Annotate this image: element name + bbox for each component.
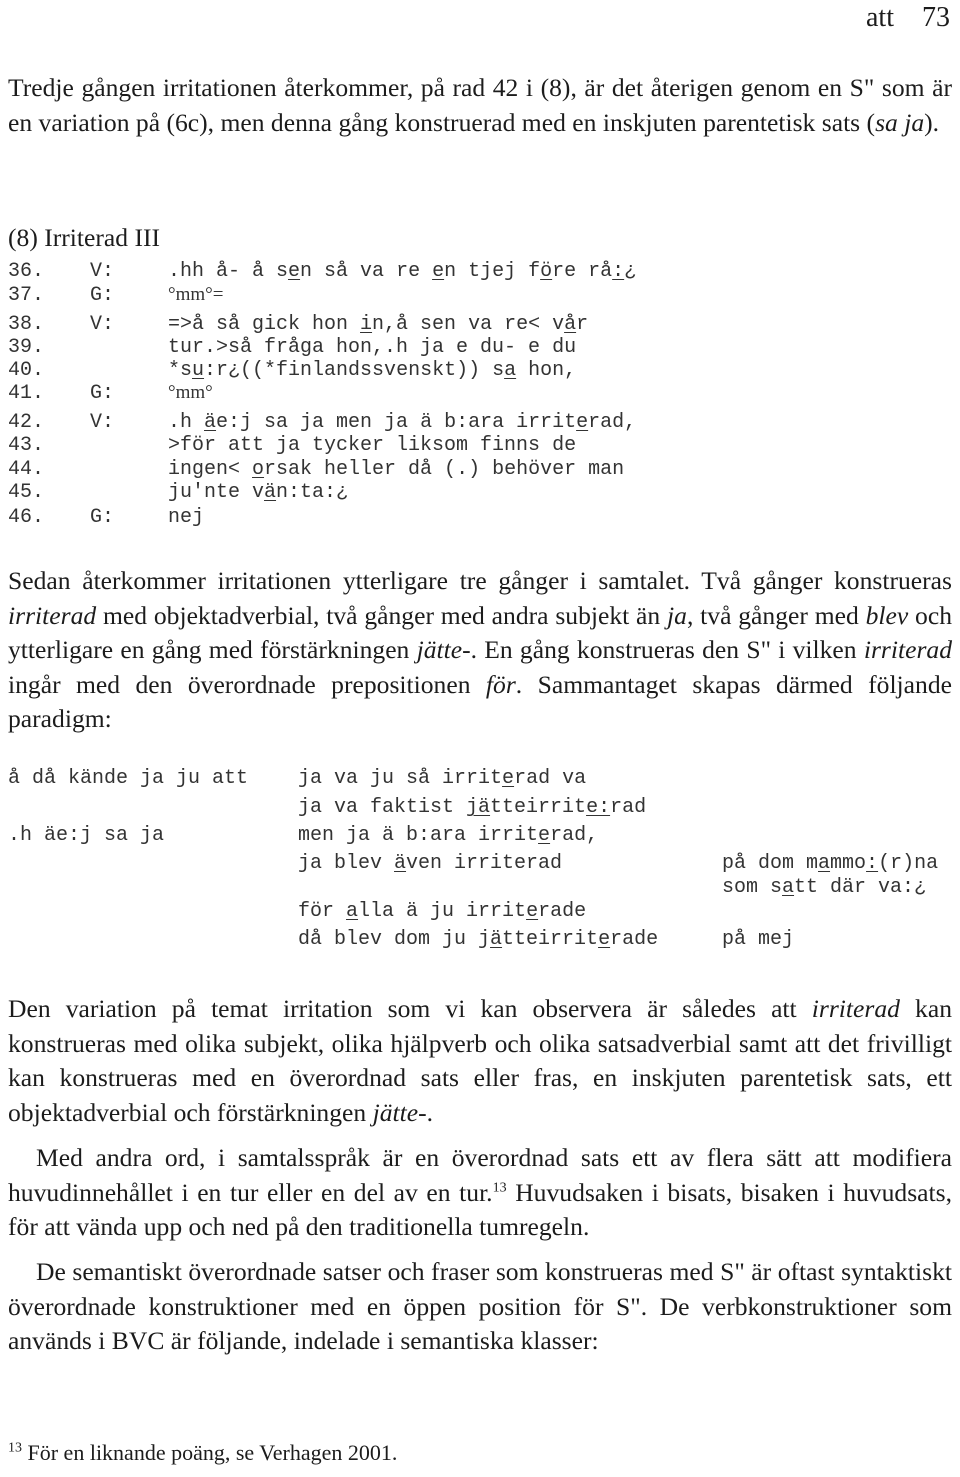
paragraph-2: Sedan återkommer irritationen ytterligare tre gånger i samtalet. Två gånger konstrueras irriterad med objektadverbial, två gånger med andra subjekt än ja, två gånger med blev och ytterligare en gång med förstärkningen jätte-. En gång konstrueras den S" i vilken irriterad ingår med den överordnade prepositionen för. Sammantaget skapas därmed följande paradigm: [8, 566, 953, 733]
paradigm-complement: på dom mammo:(r)na [722, 852, 939, 875]
footnote-text: För en liknande poäng, se Verhagen 2001. [27, 1440, 398, 1465]
paradigm-frame: .h äe:j sa ja [8, 824, 165, 847]
paradigm-core: men ja ä b:ara irriterad, [298, 824, 599, 847]
example-heading: (8) Irriterad III [8, 223, 161, 252]
page-number: 73 [922, 2, 950, 33]
running-head-word: att [866, 2, 894, 33]
paragraph-5: De semantiskt överordnade satser och fraser som konstrueras med S" är oftast syntaktiskt överordnade konstruktioner med en öppen position för S". De verbkonstruktioner som används i BVC är följande, indelade i semantiska klasser: [8, 1257, 952, 1355]
footnote [8, 1440, 397, 1466]
paragraph-3: Den variation på temat irritation som vi kan observera är således att irriterad kan konstrueras med olika subjekt, olika hjälpverb och olika satsadverbial samt att det frivilligt kan konstrueras med en överordnad sats eller fras, en inskjuten parentetisk sats, ett objektadverbial och förstärkningen jätte-. [8, 994, 952, 1127]
paradigm-core: för alla ä ju irriterade [298, 900, 587, 923]
paragraph-4: Med andra ord, i samtalsspråk är en överordnad sats ett av flera sätt att modifiera huvudinnehållet i en tur eller en del av en tur.$^{13}$ Huvudsaken i bisats, bisaken i huvudsats, för att vända upp och ned på den traditionella tumregeln. [8, 1143, 952, 1241]
paradigm-complement: som satt där va:¿ [722, 876, 927, 899]
paradigm-core: ja va ju så irriterad va [298, 767, 587, 790]
footnote-mark: 13 [8, 1440, 22, 1456]
paradigm-frame: å då kände ja ju att [8, 767, 249, 790]
paradigm-complement: på mej [722, 928, 795, 951]
paradigm-core: ja va faktist jätteirrite:rad [298, 796, 647, 819]
paradigm-core: då blev dom ju jätteirriterade [298, 928, 659, 951]
paradigm-core: ja blev även irriterad [298, 852, 563, 875]
intro-paragraph: Tredje gången irritationen återkommer, på rad 42 i (8), är det återigen genom en S" som är en variation på (6c), men denna gång konstruerad med en inskjuten parentetisk sats (sa ja). [8, 73, 952, 137]
running-head [838, 2, 950, 34]
